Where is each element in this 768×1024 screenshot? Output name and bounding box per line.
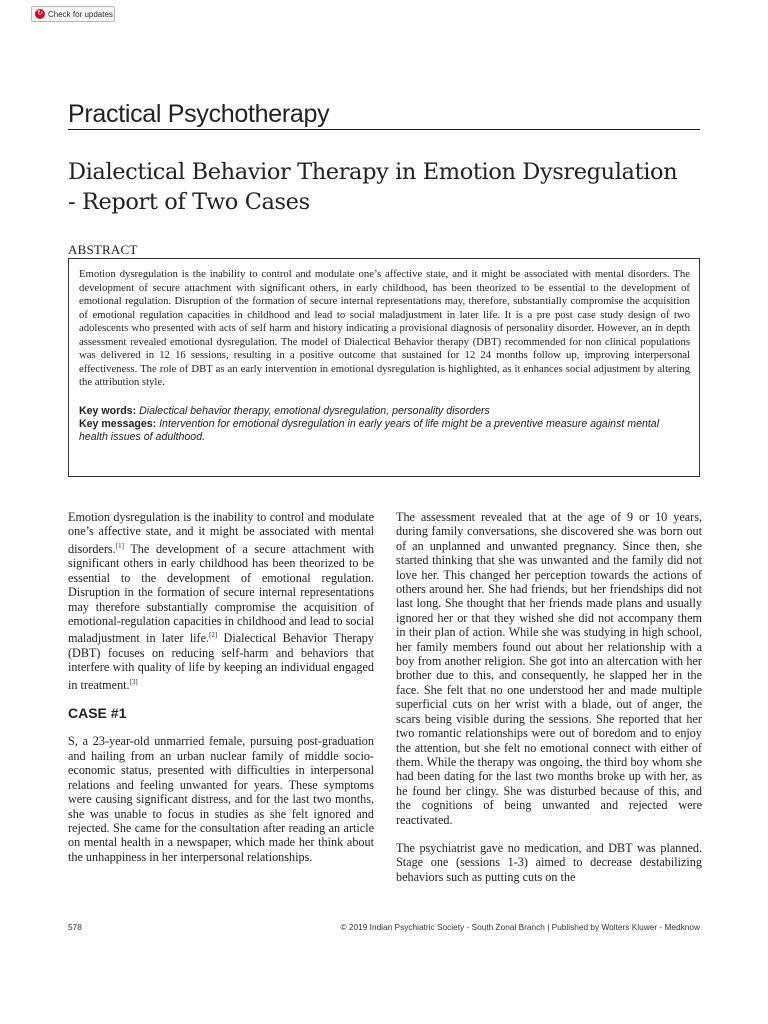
- reference-2[interactable]: [2]: [209, 631, 218, 640]
- case-1-paragraph: S, a 23-year-old unmarried female, pursuing post-graduation and hailing from an urban nuclear family of middle socio-economic status, presented with difficulties in interpersonal relations and feeling unwanted for years. These symptoms were causing significant distress, and for the last two months, she was unable to focus in studies as she felt ignored and rejected. She came for the consultation after reading an article on mental health in a newspaper, which made her think about the unhappiness in her interpersonal relationships.: [68, 734, 374, 864]
- keywords-label: Key words:: [79, 404, 137, 417]
- key-messages-label: Key messages:: [79, 417, 157, 430]
- intro-text-3: Dialectical Behavior Therapy (DBT) focuses on reducing self-harm and behaviors that interfere with quality of life by keeping an individual engaged in treatment.: [68, 631, 374, 692]
- key-messages: [79, 418, 690, 444]
- case-1-heading: CASE #1: [68, 705, 127, 722]
- abstract-text: Emotion dysregulation is the inability to control and modulate one’s affective state, and it might be associated with mental disorders. The development of secure attachment with significant others, in early childhood, has been theorized to be essential to the development of emotional regulation. Disruption of the formation of secure internal representations may, therefore, substantially compromise the acquisition of emotional regulation capacities in childhood and lead to social maladjustment in later life. It is a pre post case study design of two adolescents who presented with acts of self harm and history indicating a provisional diagnosis of personality disorder. However, an in depth assessment revealed emotional dysregulation. The model of Dialectical Behavior therapy (DBT) recommended for non clinical populations was delivered in 12 16 sessions, resulting in a positive outcome that sustained for 12 24 months follow up, improving interpersonal effectiveness. The role of DBT as an early intervention in emotional dysregulation is highlighted, as it enhances social adjustment by altering the attribution style.: [79, 268, 690, 388]
- check-for-updates-label: Check for updates: [48, 9, 113, 19]
- key-messages-value: Intervention for emotional dysregulation in early years of life might be a preventive measure against mental health issues of adulthood.: [79, 417, 660, 443]
- keywords: [79, 405, 690, 418]
- check-for-updates-button[interactable]: [31, 6, 115, 22]
- right-column: [396, 510, 702, 898]
- abstract-box: [68, 258, 700, 477]
- intro-text-2: The development of a secure attachment with significant others in early childhood has been theorized to be essential to the development of emotional regulation. Disruption in the formation of secure internal representations may therefore substantially compromise the acquisition of emotional-regulation capacities in childhood and lead to social maladjustment in later life.: [68, 541, 374, 646]
- refresh-icon: ↻: [35, 9, 45, 19]
- reference-3[interactable]: [3]: [129, 677, 138, 686]
- assessment-paragraph: The assessment revealed that at the age of 9 or 10 years, during family conversations, she discovered she was born out of an unplanned and unwanted pregnancy. Since then, she started thinking that she was unwanted and the family did not love her. This changed her perception towards the actions of others around her. She had friends, but her friendships did not last long. She thought that her friends made plans and usually ignored her or that they wished she did not accompany them in their plan of action. While she was studying in high school, her family members found out about her relationship with a boy from another religion. She got into an altercation with her brother due to this, and consequently, he slapped her in the face. She felt that no one understood her and made multiple superficial cuts on her wrist with a blade, out of anger, the scars being visible during the sessions. She reported that her two romantic relationships were out of boredom and to enjoy the attention, but she felt no emotional connect with either of them. While the therapy was ongoing, the third boy whom she had been dating for the last two months broke up with her, as he found her clingy. She was disturbed because of this, and the cognitions of being unwanted and rejected were reactivated.: [396, 510, 702, 827]
- copyright-footer: © 2019 Indian Psychiatric Society - South Zonal Branch | Published by Wolters Kluwer - Medknow: [340, 922, 700, 932]
- keywords-value: Dialectical behavior therapy, emotional dysregulation, personality disorders: [139, 404, 490, 417]
- reference-1[interactable]: [1]: [115, 541, 124, 550]
- page-number: 578: [68, 922, 82, 932]
- treatment-paragraph: The psychiatrist gave no medication, and DBT was planned. Stage one (sessions 1-3) aimed to decrease destabilizing behaviors such as putting cuts on the: [396, 840, 702, 884]
- intro-paragraph: [68, 510, 374, 692]
- abstract-heading: ABSTRACT: [68, 242, 138, 257]
- journal-section-heading: Practical Psychotherapy: [68, 100, 700, 130]
- intro-text-1: Emotion dysregulation is the inability to control and modulate one’s affective state, and it might be associated with mental disorders.: [68, 510, 374, 556]
- left-column: [68, 510, 374, 878]
- article-title: Dialectical Behavior Therapy in Emotion Dysregulation - Report of Two Cases: [68, 159, 678, 215]
